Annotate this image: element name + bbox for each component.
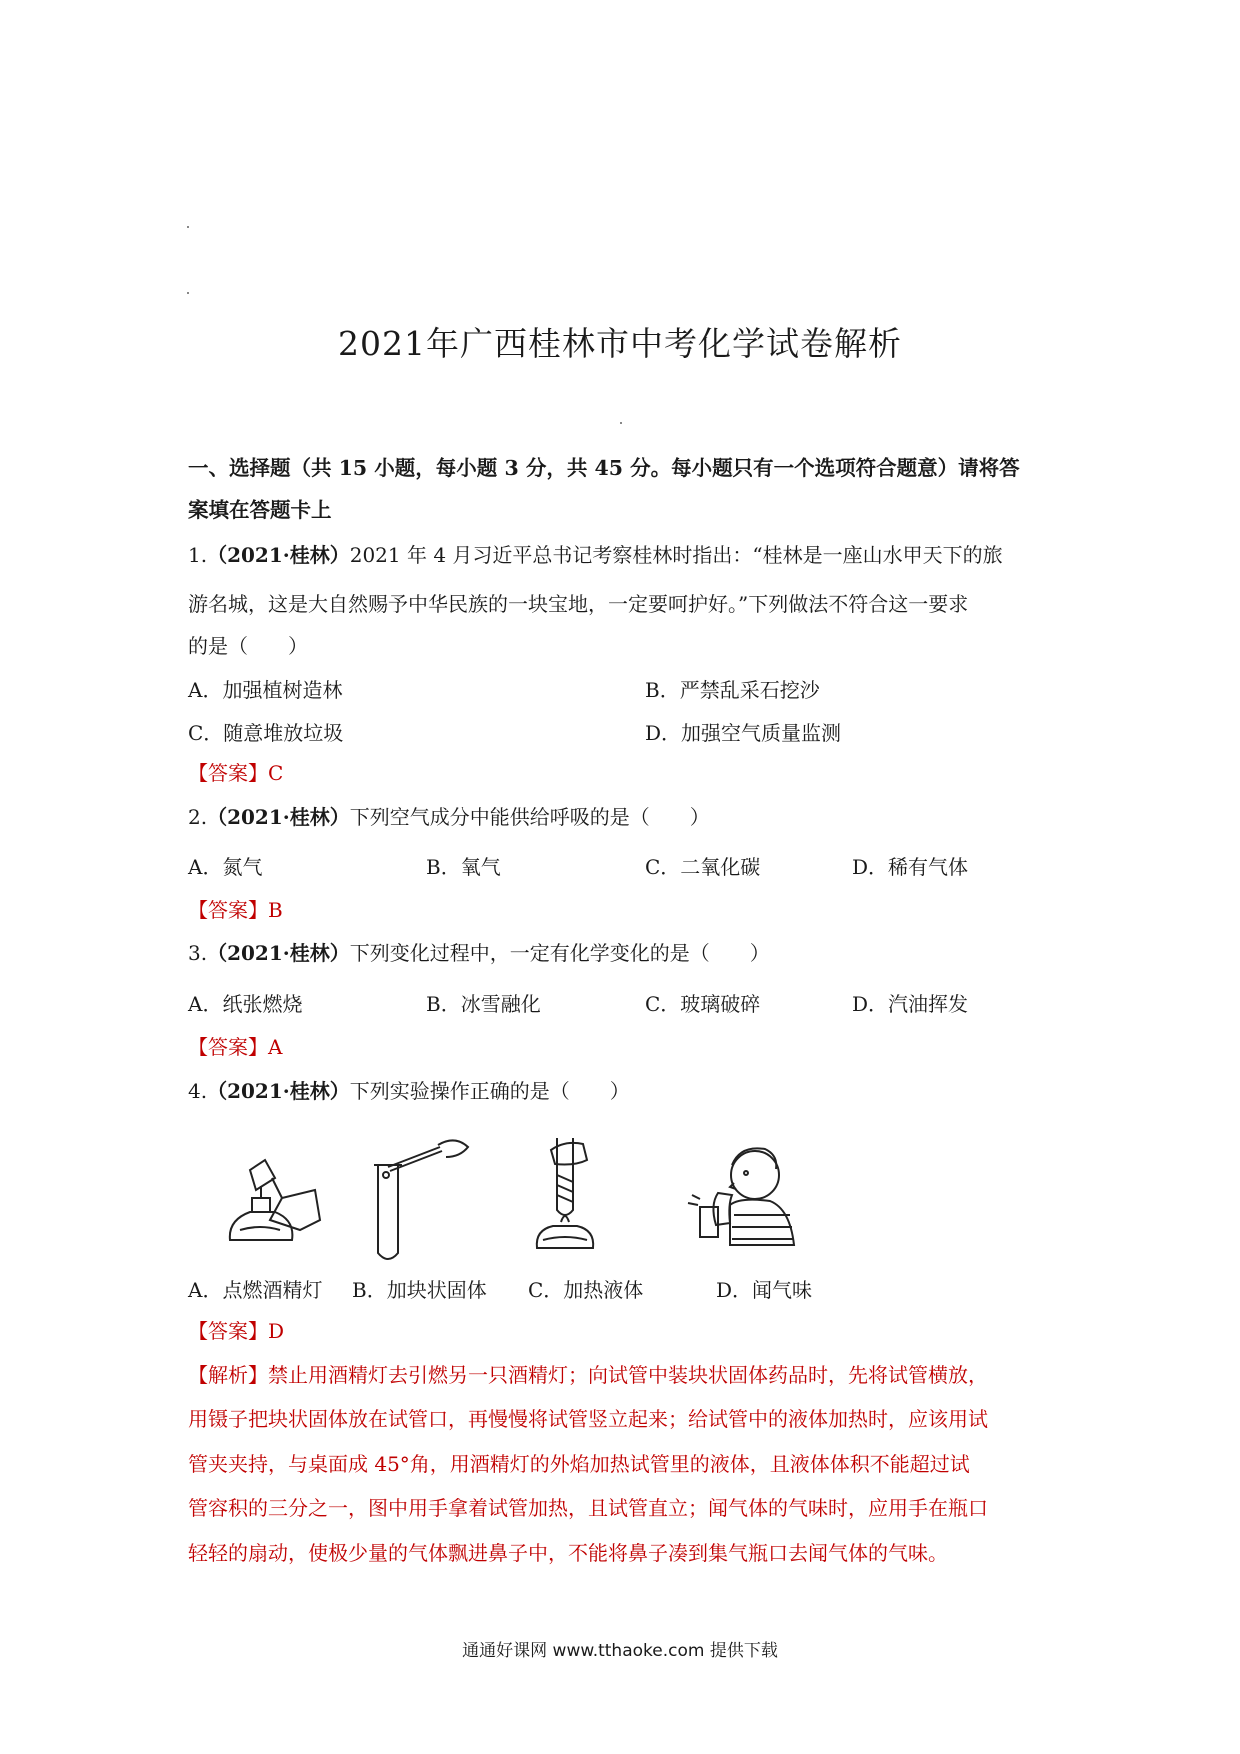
question-source-tag: （2021·桂林） <box>207 805 350 829</box>
question-1-line3: 的是（ ） <box>188 634 308 658</box>
question-4-line <box>188 1077 630 1105</box>
question-2-option-b: B．氧气 <box>426 855 501 879</box>
question-3-option-c: C．玻璃破碎 <box>645 992 761 1016</box>
question-3-option-a: A．纸张燃烧 <box>188 992 303 1016</box>
question-1-option-b: B．严禁乱采石挖沙 <box>645 678 820 702</box>
scan-speck <box>187 292 189 294</box>
scan-speck <box>187 226 189 228</box>
analysis-line: 管容积的三分之一，图中用手拿着试管加热，且试管直立；闻气体的气味时，应用手在瓶口 <box>188 1496 988 1520</box>
question-4-option-a: A．点燃酒精灯 <box>188 1278 323 1302</box>
question-4-answer: 【答案】D <box>188 1319 285 1343</box>
question-2-answer: 【答案】B <box>188 898 283 922</box>
question-1-option-a: A．加强植树造林 <box>188 678 343 702</box>
question-number: 4. <box>188 1079 208 1103</box>
question-2-option-a: A．氮气 <box>188 855 263 879</box>
scan-speck <box>620 422 622 424</box>
question-4-option-b: B．加块状固体 <box>352 1278 487 1302</box>
heating-liquid-icon <box>525 1130 615 1265</box>
question-number: 2. <box>188 805 208 829</box>
analysis-line: 用镊子把块状固体放在试管口，再慢慢将试管竖立起来；给试管中的液体加热时，应该用试 <box>188 1407 988 1431</box>
question-2-option-d: D．稀有气体 <box>852 855 969 879</box>
question-3-line <box>188 939 770 967</box>
question-text: 下列空气成分中能供给呼吸的是（ ） <box>349 805 710 829</box>
question-1-line1 <box>188 541 1003 569</box>
question-source-tag: （2021·桂林） <box>207 941 350 965</box>
analysis-line: 管夹夹持，与桌面成 45°角，用酒精灯的外焰加热试管里的液体，且液体体积不能超过试 <box>188 1452 970 1476</box>
question-text: 下列变化过程中，一定有化学变化的是（ ） <box>349 941 770 965</box>
page-footer: 通通好课网 www.tthaoke.com 提供下载 <box>462 1641 778 1661</box>
question-3-option-b: B．冰雪融化 <box>426 992 541 1016</box>
question-3-option-d: D．汽油挥发 <box>852 992 969 1016</box>
question-1-answer: 【答案】C <box>188 761 284 785</box>
page-title: 2021年广西桂林市中考化学试卷解析 <box>338 324 902 363</box>
analysis-line: 轻轻的扇动，使极少量的气体飘进鼻子中，不能将鼻子凑到集气瓶口去闻气体的气味。 <box>188 1541 948 1565</box>
question-number: 3. <box>188 941 208 965</box>
question-text: 2021 年 4 月习近平总书记考察桂林时指出：“桂林是一座山水甲天下的旅 <box>349 543 1003 567</box>
question-source-tag: （2021·桂林） <box>207 543 350 567</box>
question-1-option-d: D．加强空气质量监测 <box>645 721 842 745</box>
section-heading-line1: 一、选择题（共 15 小题，每小题 3 分，共 45 分。每小题只有一个选项符合题意）请将答 <box>188 456 1020 480</box>
question-4-option-d: D．闻气味 <box>716 1278 813 1302</box>
analysis-line: 【解析】禁止用酒精灯去引燃另一只酒精灯；向试管中装块状固体药品时，先将试管横放， <box>188 1363 988 1387</box>
question-3-answer: 【答案】A <box>188 1035 283 1059</box>
alcohol-lamp-lighting-icon <box>220 1150 325 1260</box>
question-2-option-c: C．二氧化碳 <box>645 855 761 879</box>
test-tube-solid-icon <box>360 1135 475 1265</box>
question-number: 1. <box>188 543 208 567</box>
question-1-line2: 游名城，这是大自然赐予中华民族的一块宝地，一定要呵护好。”下列做法不符合这一要求 <box>188 592 969 616</box>
smelling-gas-icon <box>670 1135 805 1260</box>
question-1-option-c: C．随意堆放垃圾 <box>188 721 344 745</box>
question-text: 下列实验操作正确的是（ ） <box>349 1079 630 1103</box>
section-heading-line2: 案填在答题卡上 <box>188 498 332 522</box>
question-4-option-c: C．加热液体 <box>528 1278 644 1302</box>
question-source-tag: （2021·桂林） <box>207 1079 350 1103</box>
question-2-line <box>188 803 710 831</box>
